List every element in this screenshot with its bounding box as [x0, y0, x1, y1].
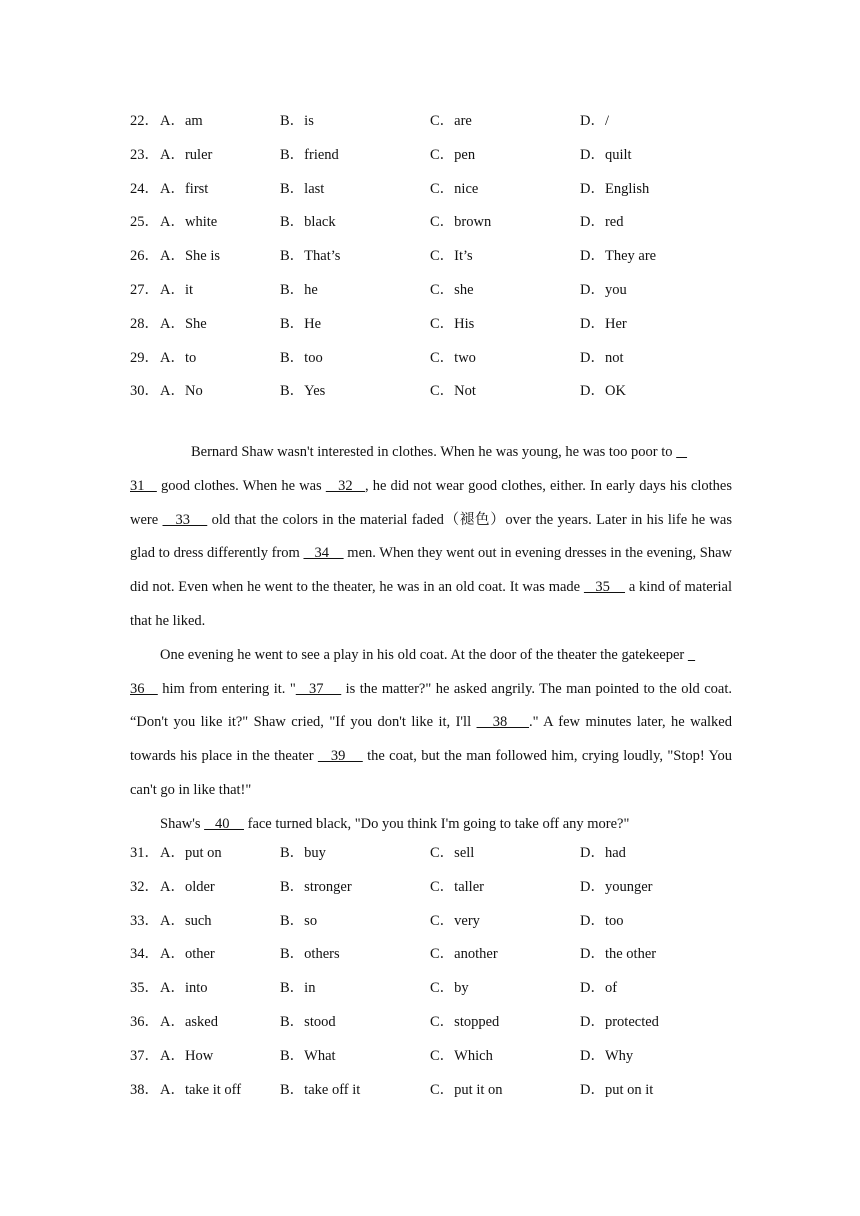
- cloze-passage: [130, 436, 732, 842]
- passage-text: men. When they went out in evening dresses in the evening, Shaw did not. Even when he went to the theater, he was in an old coat. It was made: [130, 545, 732, 596]
- option-c: C．are: [430, 113, 472, 129]
- option-d: D．Why: [580, 1047, 634, 1064]
- option-a: A．asked: [160, 1013, 218, 1030]
- question-row: [130, 843, 730, 877]
- option-c: C．she: [430, 281, 474, 298]
- passage-text: ." A few minutes later, he walked towards his place in the theater: [130, 714, 732, 765]
- question-number: 31．: [130, 845, 159, 861]
- question-number: 33．: [130, 912, 159, 929]
- question-number: 25．: [130, 214, 159, 231]
- option-c: C．very: [430, 912, 480, 929]
- answer-blank: 37: [295, 680, 342, 697]
- option-b: B．stronger: [280, 878, 352, 895]
- option-d: D．/: [580, 113, 609, 129]
- question-number: 35．: [130, 980, 159, 997]
- passage-text: him from entering it. ": [157, 680, 296, 697]
- option-a: A．How: [160, 1047, 214, 1064]
- option-b: B．take off it: [280, 1081, 361, 1098]
- option-a: A．such: [160, 912, 212, 929]
- answer-blank: 31: [130, 477, 145, 494]
- passage-text: One evening he went to see a play in his old coat. At the door of the theater the gatekeeper: [160, 646, 688, 663]
- option-c: C．Not: [430, 383, 476, 400]
- option-b: B．he: [280, 281, 318, 298]
- option-a: A．older: [160, 878, 215, 895]
- option-c: C．by: [430, 980, 469, 997]
- question-list-31-38: [130, 843, 730, 1113]
- question-row: [130, 280, 730, 314]
- option-c: C．brown: [430, 214, 492, 231]
- passage-text: is the matter?" he asked angrily. The man pointed to the old coat. “Don't you like it?" Shaw cried, "If you don't like it, I'll: [130, 680, 733, 731]
- question-row: [130, 944, 730, 978]
- option-d: D．had: [580, 845, 626, 861]
- option-b: B．friend: [280, 146, 339, 163]
- answer-blank: 34: [303, 545, 344, 562]
- passage-text: good clothes. When he was: [156, 477, 326, 494]
- question-number: 32．: [130, 878, 159, 895]
- question-row: [130, 1080, 730, 1114]
- option-b: B．That’s: [280, 248, 341, 265]
- question-number: 36．: [130, 1013, 159, 1030]
- answer-blank: 32: [325, 477, 365, 494]
- question-number: 30．: [130, 383, 159, 400]
- option-d: D．younger: [580, 878, 653, 895]
- answer-blank: 36: [130, 680, 145, 697]
- option-b: B．too: [280, 349, 323, 366]
- option-a: A．it: [160, 281, 194, 298]
- question-row: [130, 314, 730, 348]
- option-a: A．ruler: [160, 146, 213, 163]
- option-b: B．in: [280, 980, 316, 997]
- answer-blank: 40: [204, 815, 244, 832]
- option-c: C．nice: [430, 180, 479, 197]
- passage-text: Shaw's: [160, 815, 205, 832]
- option-d: D．quilt: [580, 146, 632, 163]
- option-d: D．Her: [580, 315, 627, 332]
- option-d: D．put on it: [580, 1081, 654, 1098]
- option-d: D．OK: [580, 383, 626, 400]
- option-d: D．of: [580, 980, 618, 997]
- question-row: [130, 212, 730, 246]
- passage-text: old that the colors in the material faded（褪色）over the years. Later in his life he was glad to dress differently from: [130, 511, 733, 562]
- option-b: B．others: [280, 946, 340, 963]
- passage-text: a kind of material that he liked.: [130, 579, 733, 629]
- option-a: A．put on: [160, 845, 222, 861]
- option-a: A．white: [160, 214, 218, 231]
- option-d: D．protected: [580, 1013, 659, 1030]
- question-row: [130, 978, 730, 1012]
- option-d: D．red: [580, 214, 624, 231]
- option-d: D．They are: [580, 248, 657, 265]
- passage-text: Bernard Shaw wasn't interested in clothes. When he was young, he was too poor to: [191, 444, 677, 460]
- question-number: 24．: [130, 180, 159, 197]
- option-c: C．Which: [430, 1047, 493, 1064]
- option-b: B．Yes: [280, 383, 326, 400]
- option-b: B．stood: [280, 1013, 336, 1030]
- option-c: C．sell: [430, 845, 475, 861]
- passage-text: , he did not wear good clothes, either. In early days his clothes were: [130, 477, 733, 528]
- option-a: A．other: [160, 946, 215, 963]
- option-c: C．It’s: [430, 248, 473, 265]
- question-row: [130, 1012, 730, 1046]
- option-d: D．English: [580, 180, 650, 197]
- option-c: C．another: [430, 946, 498, 963]
- question-row: [130, 877, 730, 911]
- question-number: 22．: [130, 113, 159, 129]
- option-c: C．two: [430, 349, 476, 366]
- question-row: [130, 911, 730, 945]
- option-d: D．too: [580, 912, 624, 929]
- option-b: B．last: [280, 180, 325, 197]
- option-b: B．What: [280, 1047, 336, 1064]
- question-row: [130, 1046, 730, 1080]
- question-list-22-30: [130, 111, 730, 415]
- option-b: B．buy: [280, 845, 326, 861]
- option-a: A．She is: [160, 248, 221, 265]
- question-number: 23．: [130, 146, 159, 163]
- option-c: C．stopped: [430, 1013, 500, 1030]
- option-d: D．you: [580, 281, 627, 298]
- option-c: C．pen: [430, 146, 476, 163]
- passage-text: the coat, but the man followed him, crying loudly, "Stop! You can't go in like that!": [130, 748, 733, 798]
- question-number: 34．: [130, 946, 159, 963]
- passage-paragraph-3: [130, 808, 732, 842]
- question-number: 29．: [130, 349, 159, 366]
- question-row: [130, 111, 730, 145]
- option-b: B．He: [280, 315, 322, 332]
- option-a: A．into: [160, 980, 208, 997]
- question-number: 37．: [130, 1047, 159, 1064]
- passage-text: face turned black, "Do you think I'm going to take off any more?": [243, 815, 630, 832]
- option-a: A．take it off: [160, 1081, 242, 1098]
- question-number: 27．: [130, 281, 159, 298]
- answer-blank: 38: [476, 714, 530, 731]
- option-a: A．No: [160, 383, 203, 400]
- option-d: D．the other: [580, 946, 657, 963]
- option-c: C．taller: [430, 878, 484, 895]
- option-c: C．His: [430, 315, 475, 332]
- option-b: B．so: [280, 912, 318, 929]
- option-a: A．first: [160, 180, 209, 197]
- question-row: [130, 179, 730, 213]
- option-d: D．not: [580, 349, 624, 366]
- option-a: A．am: [160, 113, 203, 129]
- answer-blank: 39: [317, 748, 363, 765]
- option-b: B．is: [280, 113, 314, 129]
- question-row: [130, 246, 730, 280]
- answer-blank: 33: [162, 511, 208, 528]
- option-c: C．put it on: [430, 1081, 503, 1098]
- question-row: [130, 145, 730, 179]
- question-row: [130, 381, 730, 415]
- question-number: 28．: [130, 315, 159, 332]
- option-b: B．black: [280, 214, 336, 231]
- question-row: [130, 348, 730, 382]
- passage-paragraph-1: [130, 436, 732, 639]
- answer-blank: 35: [583, 579, 626, 596]
- question-number: 38．: [130, 1081, 159, 1098]
- question-number: 26．: [130, 248, 159, 265]
- passage-paragraph-2: [130, 639, 732, 808]
- option-a: A．to: [160, 349, 197, 366]
- option-a: A．She: [160, 315, 207, 332]
